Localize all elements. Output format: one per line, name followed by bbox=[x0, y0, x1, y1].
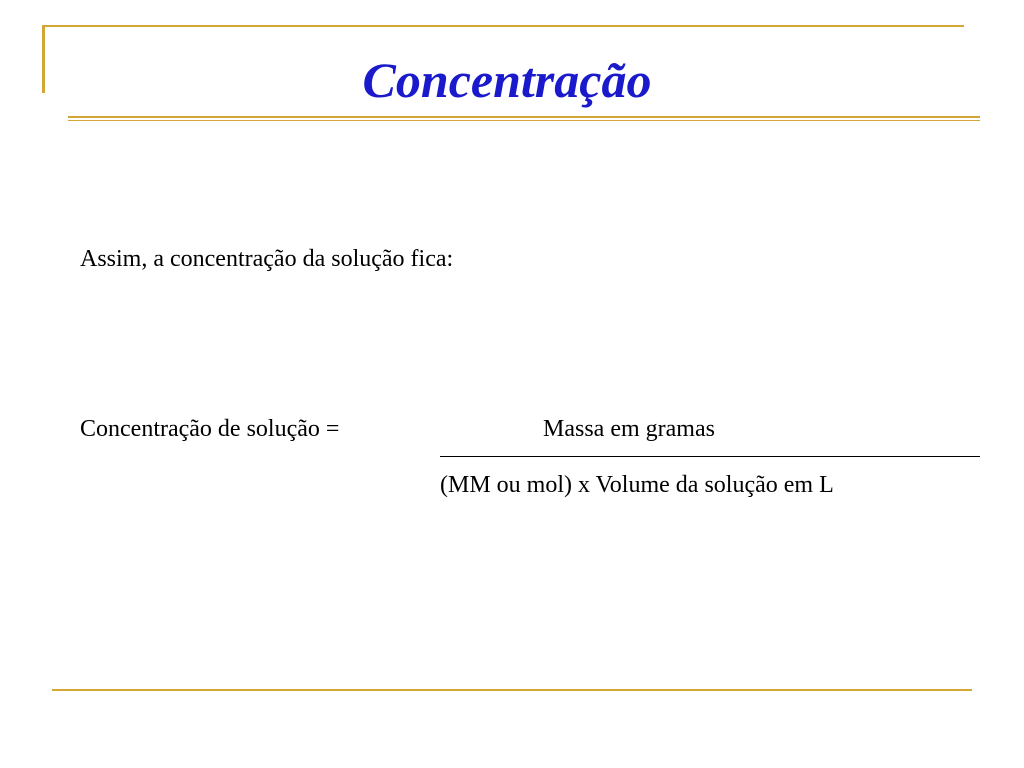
corner-bracket-horizontal bbox=[42, 25, 964, 27]
intro-text: Assim, a concentração da solução fica: bbox=[80, 246, 454, 272]
footer-divider bbox=[52, 689, 972, 691]
fraction-bar bbox=[440, 456, 980, 457]
formula-denominator: (MM ou mol) x Volume da solução em L bbox=[440, 472, 834, 498]
title-divider-bottom bbox=[68, 120, 980, 121]
formula-numerator: Massa em gramas bbox=[543, 416, 715, 442]
title-divider-top bbox=[68, 116, 980, 118]
formula-label: Concentração de solução = bbox=[80, 416, 340, 442]
slide-title: Concentração bbox=[362, 52, 652, 108]
